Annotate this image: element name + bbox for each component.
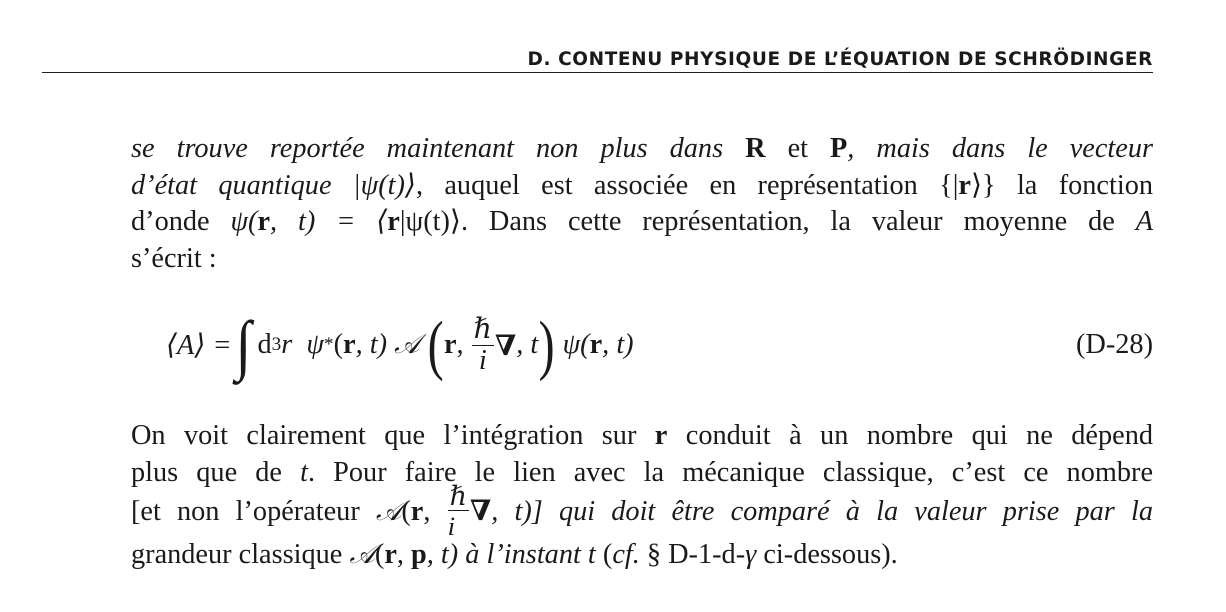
paren: (	[374, 539, 385, 570]
args-tail: , t)	[602, 329, 634, 360]
text-span: d’onde	[131, 206, 210, 237]
fraction-numerator: ℏ	[449, 480, 467, 511]
text-span: , t)] qui doit être comparé à la valeur prise par la	[491, 496, 1153, 527]
equation-lhs: ⟨A⟩ =	[166, 330, 232, 361]
text-span: , auquel est associée en représentation {|	[415, 169, 959, 201]
nabla-symbol: ∇	[469, 496, 492, 527]
paragraph-2-line-2	[131, 455, 1153, 492]
bold-symbol-R: R	[745, 133, 766, 164]
variable-r: r	[281, 329, 293, 360]
fraction-denominator: i	[478, 344, 487, 376]
text-span: grandeur classique	[131, 539, 343, 570]
nabla-symbol: ∇	[494, 330, 517, 362]
variable-t: t	[300, 456, 308, 488]
bold-symbol-r: r	[384, 539, 397, 570]
equation-body: ⟨A⟩ = ∫ d 3 r ψ * ( r , t) 𝒜 ( r , $\frac{\text{ℏ}}{i}$ ∇ , t ) ψ( r , t)	[166, 307, 634, 382]
text-span: |ψ(t)⟩. Dans cette représentation, la valeur moyenne de	[399, 206, 1115, 237]
text-span: On voit clairement que l’intégration sur	[131, 420, 637, 451]
running-title: D. CONTENU PHYSIQUE DE L’ÉQUATION DE SCHRÖDINGER	[527, 49, 1153, 70]
text-span: se trouve reportée maintenant non plus dans	[131, 133, 724, 164]
text-span: , t) = ⟨	[270, 206, 388, 237]
paragraph-2-line-4	[131, 537, 1153, 574]
comma: ,	[456, 329, 464, 360]
paragraph-2-line-1	[131, 418, 1153, 455]
psi-symbol: ψ(	[230, 206, 258, 237]
paragraph-1-line-4: s’écrit :	[131, 242, 217, 274]
text-span: conduit à un nombre qui ne dépend	[685, 420, 1153, 451]
args-tail: , t	[516, 329, 539, 360]
text-span: et	[787, 133, 808, 164]
paren: (	[333, 329, 344, 360]
symbol-A: A	[1135, 206, 1153, 237]
bold-symbol-r: r	[257, 206, 271, 237]
text-span: d’état quantique	[131, 169, 332, 201]
text-span: , t) à l’instant	[426, 539, 581, 570]
operator-calA: 𝒜	[394, 329, 420, 360]
psi-symbol: ψ(	[562, 329, 590, 360]
comma: ,	[396, 539, 404, 570]
big-paren-close: )	[538, 307, 555, 382]
text-span: . Pour faire le lien avec la mécanique classique, c’est ce nombre	[307, 456, 1154, 488]
text-span: [et non l’opérateur	[131, 496, 360, 527]
paragraph-2-line-3	[131, 480, 1153, 541]
text-span: ci-dessous).	[763, 539, 898, 570]
fraction-denominator: i	[447, 510, 456, 541]
args-tail: , t)	[355, 329, 388, 360]
bold-symbol-r: r	[443, 329, 457, 360]
running-header	[42, 44, 1153, 73]
bold-symbol-r: r	[410, 496, 424, 527]
operator-calA: 𝒜	[349, 539, 375, 570]
equation-number: (D-28)	[1075, 329, 1153, 360]
paren: (	[401, 496, 411, 527]
text-span: , mais dans le vecteur	[847, 133, 1154, 164]
fraction-numerator: ℏ	[473, 313, 492, 345]
ket-psi: |ψ(t)⟩	[352, 169, 416, 201]
paragraph-2	[131, 418, 1153, 574]
operator-calA: 𝒜	[375, 496, 402, 527]
differential-d: d	[257, 329, 272, 360]
paragraph-1-line-3	[131, 204, 1153, 241]
integral-sign: ∫	[235, 307, 252, 382]
bold-symbol-p: p	[411, 539, 427, 570]
variable-t: t	[587, 539, 596, 570]
gamma-symbol: γ	[745, 539, 757, 570]
fraction-hbar-over-i	[472, 315, 494, 375]
bold-symbol-r: r	[958, 169, 971, 201]
fraction-hbar-over-i	[447, 480, 469, 541]
comma: ,	[423, 496, 431, 527]
bold-symbol-r: r	[654, 420, 668, 451]
cf-abbrev: cf.	[612, 539, 640, 570]
bold-symbol-r: r	[387, 206, 400, 237]
big-paren-open: (	[427, 307, 444, 382]
paragraph-1-line-1	[131, 131, 1153, 168]
bold-symbol-r: r	[343, 329, 356, 360]
text-span: ⟩} la fonction	[970, 169, 1153, 201]
bold-symbol-P: P	[830, 133, 848, 164]
text-span: plus que de	[131, 456, 282, 488]
paragraph-1	[131, 131, 1153, 277]
paren: (	[602, 539, 613, 570]
psi-symbol: ψ	[306, 329, 324, 360]
equation-D-28	[166, 300, 1153, 390]
bold-symbol-r: r	[589, 329, 603, 360]
section-ref: § D-1-d-	[646, 539, 746, 570]
paragraph-1-line-2	[131, 168, 1153, 205]
